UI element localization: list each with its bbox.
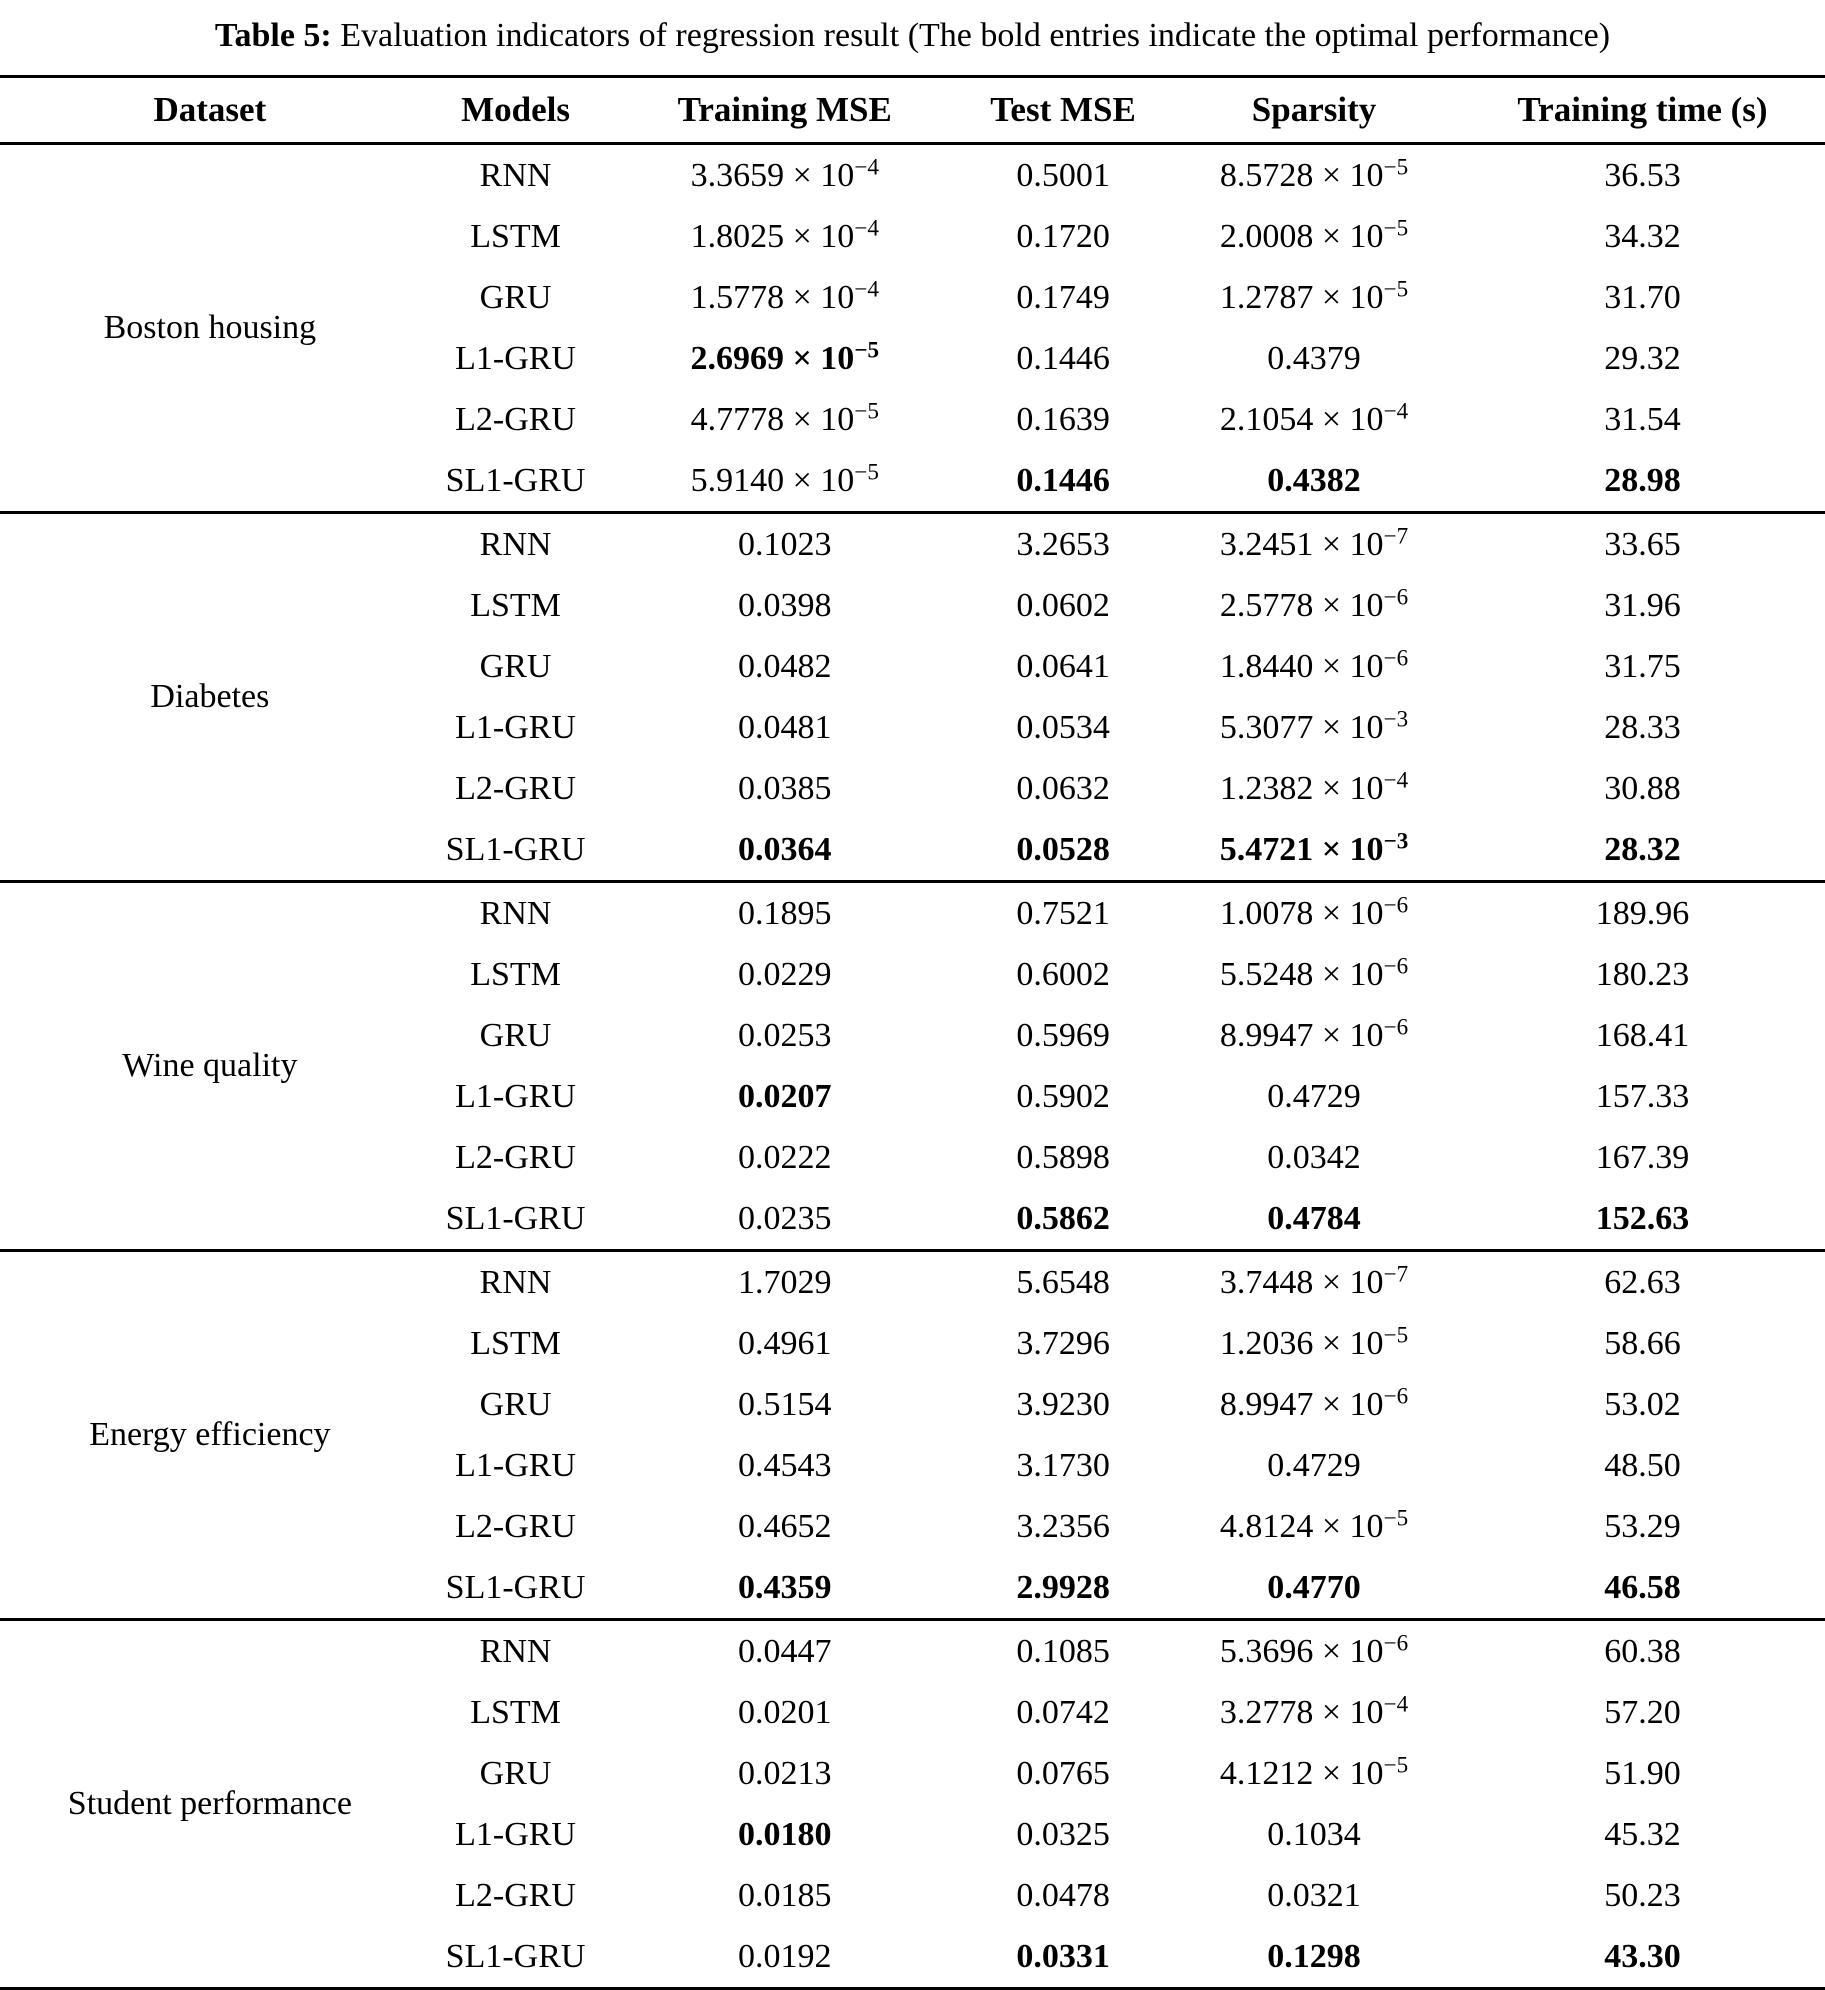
sparsity-cell: $3.7448 \times 10^{-7}$ — [1168, 1250, 1460, 1313]
test-mse-cell: 0.5898 — [1016, 1138, 1110, 1176]
training-mse-cell: 0.0192 — [738, 1937, 832, 1975]
test-mse-cell: 3.7296 — [1016, 1324, 1110, 1362]
sparsity-cell: 0.0321 — [1267, 1876, 1361, 1914]
training-time-cell: 28.32 — [1604, 830, 1681, 868]
test-mse-cell: 0.5969 — [1016, 1016, 1110, 1054]
test-mse-cell: 3.1730 — [1016, 1446, 1110, 1484]
test-mse-cell: 0.0325 — [1016, 1815, 1110, 1853]
model-cell: LSTM — [470, 217, 561, 255]
training-mse-cell: $1.5778 \times 10^{-4}$ — [690, 276, 879, 316]
test-mse-cell: 3.2356 — [1016, 1507, 1110, 1545]
test-mse-cell: 0.1446 — [1016, 461, 1110, 499]
training-time-cell: 31.96 — [1604, 586, 1681, 624]
model-cell: LSTM — [470, 1324, 561, 1362]
sparsity-cell: 0.1298 — [1267, 1937, 1361, 1975]
training-mse-cell: $5.9140 \times 10^{-5}$ — [690, 459, 879, 499]
test-mse-cell: 0.1749 — [1016, 278, 1110, 316]
test-mse-cell: 2.9928 — [1016, 1568, 1110, 1606]
training-mse-cell: 0.0207 — [738, 1077, 832, 1115]
header-row — [0, 76, 1825, 143]
training-mse-cell: $2.6969 \times 10^{-5}$ — [690, 337, 880, 377]
training-time-cell: 30.88 — [1604, 769, 1681, 807]
header-training-mse: Training MSE — [611, 76, 958, 143]
table-row — [0, 512, 1825, 575]
model-cell: L1-GRU — [455, 1077, 576, 1115]
training-time-cell: 157.33 — [1595, 1077, 1690, 1115]
sparsity-cell: 0.4729 — [1267, 1077, 1361, 1115]
training-mse-cell: 0.4359 — [738, 1568, 832, 1606]
model-cell: RNN — [479, 156, 552, 194]
model-cell: RNN — [420, 1250, 612, 1313]
training-time-cell: 53.02 — [1604, 1385, 1681, 1423]
model-cell: L2-GRU — [455, 769, 576, 807]
test-mse-cell: 0.1639 — [1016, 400, 1110, 438]
training-mse-cell: 0.4652 — [738, 1507, 832, 1545]
training-time-cell: 31.70 — [1604, 278, 1681, 316]
training-time-cell: 58.66 — [1604, 1324, 1681, 1362]
training-mse-cell: $4.7778 \times 10^{-5}$ — [690, 398, 879, 438]
header-test-mse: Test MSE — [958, 76, 1168, 143]
test-mse-cell: 0.0528 — [1016, 830, 1110, 868]
training-mse-cell: 0.5154 — [738, 1385, 832, 1423]
training-time-cell: 62.63 — [1460, 1250, 1825, 1313]
training-mse-cell: 1.7029 — [611, 1250, 958, 1313]
training-mse-cell: 0.1895 — [611, 881, 958, 944]
test-mse-cell: 0.1720 — [1016, 217, 1110, 255]
training-mse-cell: 0.0481 — [738, 708, 832, 746]
sparsity-cell: $2.0008 \times 10^{-5}$ — [1219, 215, 1409, 255]
test-mse-cell: 0.0534 — [1016, 708, 1110, 746]
model-cell: L1-GRU — [455, 708, 576, 746]
training-mse-cell: 0.0222 — [738, 1138, 832, 1176]
training-mse-cell: 0.0482 — [738, 647, 832, 685]
training-mse-cell: 0.0213 — [738, 1754, 832, 1792]
test-mse-cell: 5.6548 — [958, 1250, 1168, 1313]
sparsity-cell: 0.4784 — [1267, 1199, 1361, 1237]
test-mse-cell: 0.6002 — [1016, 955, 1110, 993]
training-mse-cell: 0.0253 — [738, 1016, 832, 1054]
test-mse-cell: 0.0742 — [1016, 1693, 1110, 1731]
header-dataset: Dataset — [0, 76, 420, 143]
training-time-cell: 43.30 — [1604, 1937, 1681, 1975]
sparsity-cell: $8.9947 \times 10^{-6}$ — [1219, 1383, 1409, 1423]
test-mse-cell: 3.9230 — [1016, 1385, 1110, 1423]
model-cell: L1-GRU — [455, 1815, 576, 1853]
training-mse-cell: 0.4961 — [738, 1324, 832, 1362]
model-cell: RNN — [420, 512, 612, 575]
test-mse-cell: 0.0478 — [1016, 1876, 1110, 1914]
sparsity-cell: 0.1034 — [1267, 1815, 1361, 1853]
sparsity-cell: $1.2036 \times 10^{-5}$ — [1219, 1322, 1409, 1362]
training-time-cell: 152.63 — [1595, 1199, 1690, 1237]
model-cell: L2-GRU — [455, 1507, 576, 1545]
training-time-cell: 29.32 — [1604, 339, 1681, 377]
training-mse-cell: 0.0385 — [738, 769, 832, 807]
table-row — [0, 1250, 1825, 1313]
table-row — [0, 1619, 1825, 1682]
table-row — [0, 881, 1825, 944]
test-mse-cell: 0.0331 — [1016, 1937, 1110, 1975]
dataset-cell: Energy efficiency — [0, 1250, 420, 1619]
table-caption-label: Table 5: — [214, 17, 332, 54]
training-time-cell: 46.58 — [1604, 1568, 1681, 1606]
test-mse-cell: 0.0641 — [1016, 647, 1110, 685]
test-mse-cell: 0.5862 — [1016, 1199, 1110, 1237]
sparsity-cell: 0.4382 — [1267, 461, 1361, 499]
sparsity-cell: $2.1054 \times 10^{-4}$ — [1219, 398, 1409, 438]
sparsity-cell: 0.0342 — [1267, 1138, 1361, 1176]
sparsity-cell: $1.2787 \times 10^{-5}$ — [1219, 276, 1409, 316]
sparsity-cell: $5.5248 \times 10^{-6}$ — [1219, 953, 1409, 993]
model-cell: SL1-GRU — [445, 1568, 586, 1606]
model-cell: RNN — [420, 1619, 612, 1682]
training-time-cell: 45.32 — [1604, 1815, 1681, 1853]
model-cell: LSTM — [470, 586, 561, 624]
dataset-cell: Boston housing — [103, 309, 317, 347]
training-time-cell: 34.32 — [1604, 217, 1681, 255]
model-cell: LSTM — [470, 955, 561, 993]
model-cell: RNN — [420, 881, 612, 944]
model-cell: SL1-GRU — [445, 830, 586, 868]
training-time-cell: 33.65 — [1460, 512, 1825, 575]
training-time-cell: 51.90 — [1604, 1754, 1681, 1792]
model-cell: GRU — [479, 278, 552, 316]
sparsity-cell: $8.5728 \times 10^{-5}$ — [1219, 154, 1409, 194]
training-time-cell: 168.41 — [1595, 1016, 1690, 1054]
training-time-cell: 48.50 — [1604, 1446, 1681, 1484]
training-time-cell: 50.23 — [1604, 1876, 1681, 1914]
training-mse-cell: 0.0185 — [738, 1876, 832, 1914]
model-cell: L2-GRU — [455, 400, 576, 438]
training-time-cell: 180.23 — [1595, 955, 1690, 993]
training-time-cell: 36.53 — [1604, 156, 1681, 194]
training-mse-cell: 0.4543 — [738, 1446, 832, 1484]
training-mse-cell: 0.0398 — [738, 586, 832, 624]
model-cell: GRU — [479, 1754, 552, 1792]
test-mse-cell: 0.1085 — [958, 1619, 1168, 1682]
sparsity-cell: $2.5778 \times 10^{-6}$ — [1219, 584, 1409, 624]
sparsity-cell: 0.4379 — [1267, 339, 1361, 377]
sparsity-cell: $1.0078 \times 10^{-6}$ — [1168, 881, 1460, 944]
training-time-cell: 189.96 — [1460, 881, 1825, 944]
sparsity-cell: $1.8440 \times 10^{-6}$ — [1219, 645, 1409, 685]
table-caption-text: Evaluation indicators of regression result (The bold entries indicate the optimal performance) — [340, 17, 1611, 54]
model-cell: L1-GRU — [455, 339, 576, 377]
training-mse-cell: 0.0201 — [738, 1693, 832, 1731]
test-mse-cell: 0.5902 — [1016, 1077, 1110, 1115]
results-table-body — [0, 143, 1825, 1988]
sparsity-cell: $4.1212 \times 10^{-5}$ — [1219, 1752, 1409, 1792]
sparsity-cell: 0.4729 — [1267, 1446, 1361, 1484]
test-mse-cell: 3.2653 — [958, 512, 1168, 575]
test-mse-cell: 0.0602 — [1016, 586, 1110, 624]
test-mse-cell: 0.0632 — [1016, 769, 1110, 807]
sparsity-cell: $5.4721 \times 10^{-3}$ — [1219, 828, 1409, 868]
header-models: Models — [420, 76, 612, 143]
training-mse-cell: 0.0180 — [738, 1815, 832, 1853]
header-sparsity: Sparsity — [1168, 76, 1460, 143]
model-cell: SL1-GRU — [445, 1199, 586, 1237]
sparsity-cell: $8.9947 \times 10^{-6}$ — [1219, 1014, 1409, 1054]
model-cell: GRU — [479, 647, 552, 685]
sparsity-cell: $4.8124 \times 10^{-5}$ — [1219, 1505, 1409, 1545]
training-mse-cell: 0.0235 — [738, 1199, 832, 1237]
model-cell: SL1-GRU — [445, 461, 586, 499]
test-mse-cell: 0.0765 — [1016, 1754, 1110, 1792]
training-mse-cell: 0.0447 — [611, 1619, 958, 1682]
training-time-cell: 28.33 — [1604, 708, 1681, 746]
sparsity-cell: 0.4770 — [1267, 1568, 1361, 1606]
sparsity-cell: $1.2382 \times 10^{-4}$ — [1219, 767, 1409, 807]
sparsity-cell: $5.3077 \times 10^{-3}$ — [1219, 706, 1409, 746]
training-time-cell: 167.39 — [1595, 1138, 1690, 1176]
training-mse-cell: $1.8025 \times 10^{-4}$ — [690, 215, 879, 255]
model-cell: LSTM — [470, 1693, 561, 1731]
table-row — [0, 143, 1825, 206]
model-cell: L2-GRU — [455, 1876, 576, 1914]
training-time-cell: 28.98 — [1604, 461, 1681, 499]
dataset-cell: Wine quality — [0, 881, 420, 1250]
sparsity-cell: $3.2451 \times 10^{-7}$ — [1168, 512, 1460, 575]
training-mse-cell: 0.0229 — [738, 955, 832, 993]
dataset-cell: Student performance — [0, 1619, 420, 1988]
header-training-time: Training time (s) — [1460, 76, 1825, 143]
training-time-cell: 53.29 — [1604, 1507, 1681, 1545]
test-mse-cell: 0.5001 — [1016, 156, 1110, 194]
training-mse-cell: 0.0364 — [738, 830, 832, 868]
model-cell: L1-GRU — [455, 1446, 576, 1484]
training-mse-cell: 0.1023 — [611, 512, 958, 575]
sparsity-cell: $3.2778 \times 10^{-4}$ — [1219, 1691, 1409, 1731]
training-time-cell: 60.38 — [1460, 1619, 1825, 1682]
test-mse-cell: 0.1446 — [1016, 339, 1110, 377]
model-cell: L2-GRU — [455, 1138, 576, 1176]
results-table — [0, 75, 1825, 1990]
test-mse-cell: 0.7521 — [958, 881, 1168, 944]
training-mse-cell: $3.3659 \times 10^{-4}$ — [690, 154, 879, 194]
training-time-cell: 31.75 — [1604, 647, 1681, 685]
model-cell: GRU — [479, 1016, 552, 1054]
table-caption — [0, 0, 1825, 75]
training-time-cell: 57.20 — [1604, 1693, 1681, 1731]
model-cell: SL1-GRU — [445, 1937, 586, 1975]
dataset-cell: Diabetes — [0, 512, 420, 881]
training-time-cell: 31.54 — [1604, 400, 1681, 438]
model-cell: GRU — [479, 1385, 552, 1423]
sparsity-cell: $5.3696 \times 10^{-6}$ — [1168, 1619, 1460, 1682]
